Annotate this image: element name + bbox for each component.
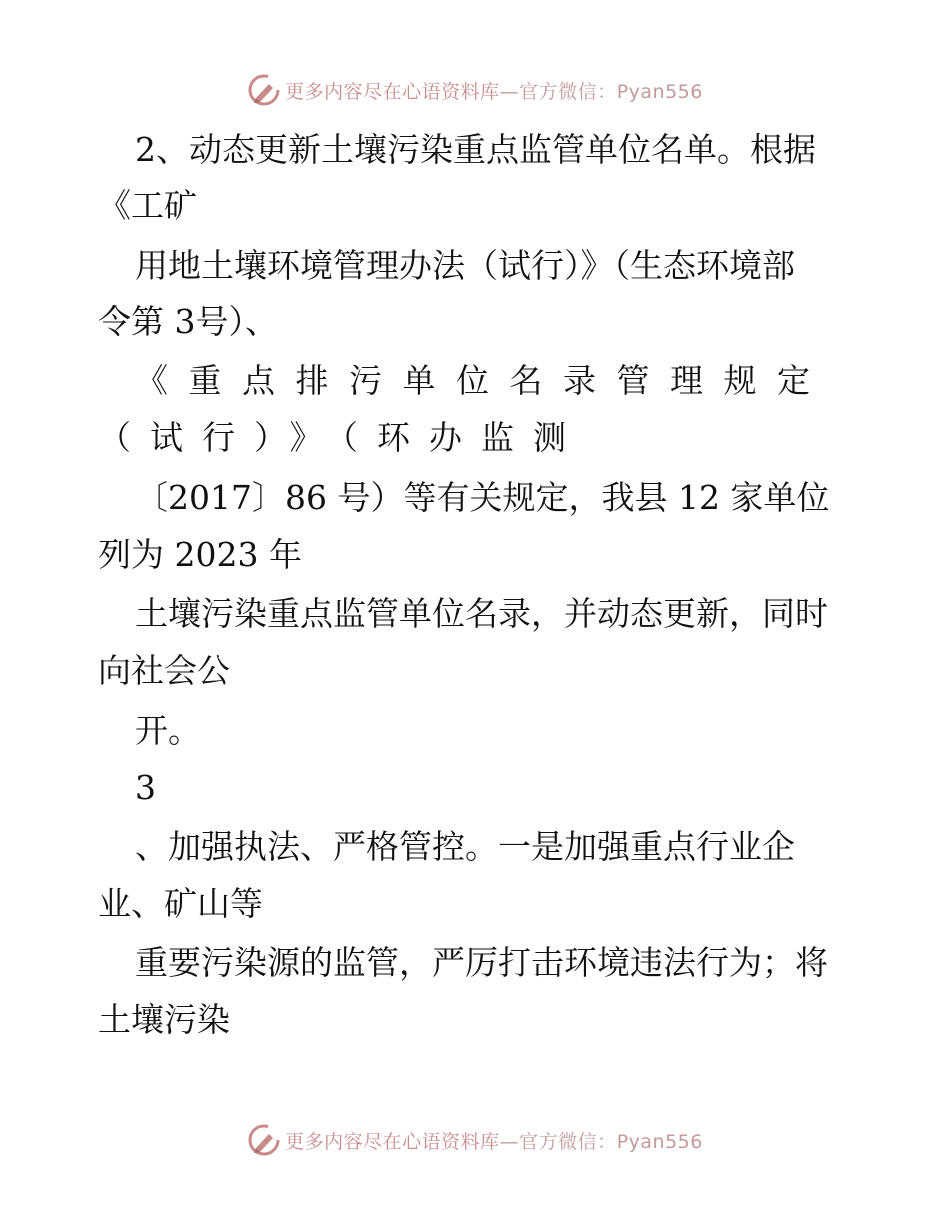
body-line-3: 用地土壤环境管理办法（试行）》（生态环境部 xyxy=(135,246,795,285)
watermark-text: 更多内容尽在心语资料库—官方微信：Pyan556 xyxy=(285,80,703,103)
body-line-11: 开。 xyxy=(135,711,201,750)
body-line-8: 列为 2023 年 xyxy=(98,535,302,574)
pen-logo-icon xyxy=(247,73,281,107)
body-line-14: 业、矿山等 xyxy=(98,884,263,923)
body-line-9: 土壤污染重点监管单位名录，并动态更新，同时 xyxy=(135,594,828,633)
body-line-13: 、加强执法、严格管控。一是加强重点行业企 xyxy=(135,827,795,866)
body-line-5: 《重点排污单位名录管理规定 xyxy=(135,361,831,400)
watermark-header xyxy=(0,70,950,110)
body-line-7: 〔2017〕86 号）等有关规定，我县 12 家单位 xyxy=(135,478,830,517)
body-line-6: （试行）》（环办监测 xyxy=(98,418,585,457)
body-line-15: 重要污染源的监管，严厉打击环境违法行为；将 xyxy=(135,943,828,982)
body-line-12: 3 xyxy=(135,768,156,807)
watermark-footer xyxy=(0,1120,950,1160)
watermark-text: 更多内容尽在心语资料库—官方微信：Pyan556 xyxy=(285,1130,703,1153)
body-line-10: 向社会公 xyxy=(98,651,230,690)
body-line-16: 土壤污染 xyxy=(98,1000,230,1039)
body-line-2: 《工矿 xyxy=(98,186,197,225)
body-line-4: 令第 3号）、 xyxy=(98,302,278,341)
body-line-1: 2、动态更新土壤污染重点监管单位名单。根据 xyxy=(135,130,816,169)
pen-logo-icon xyxy=(247,1123,281,1157)
